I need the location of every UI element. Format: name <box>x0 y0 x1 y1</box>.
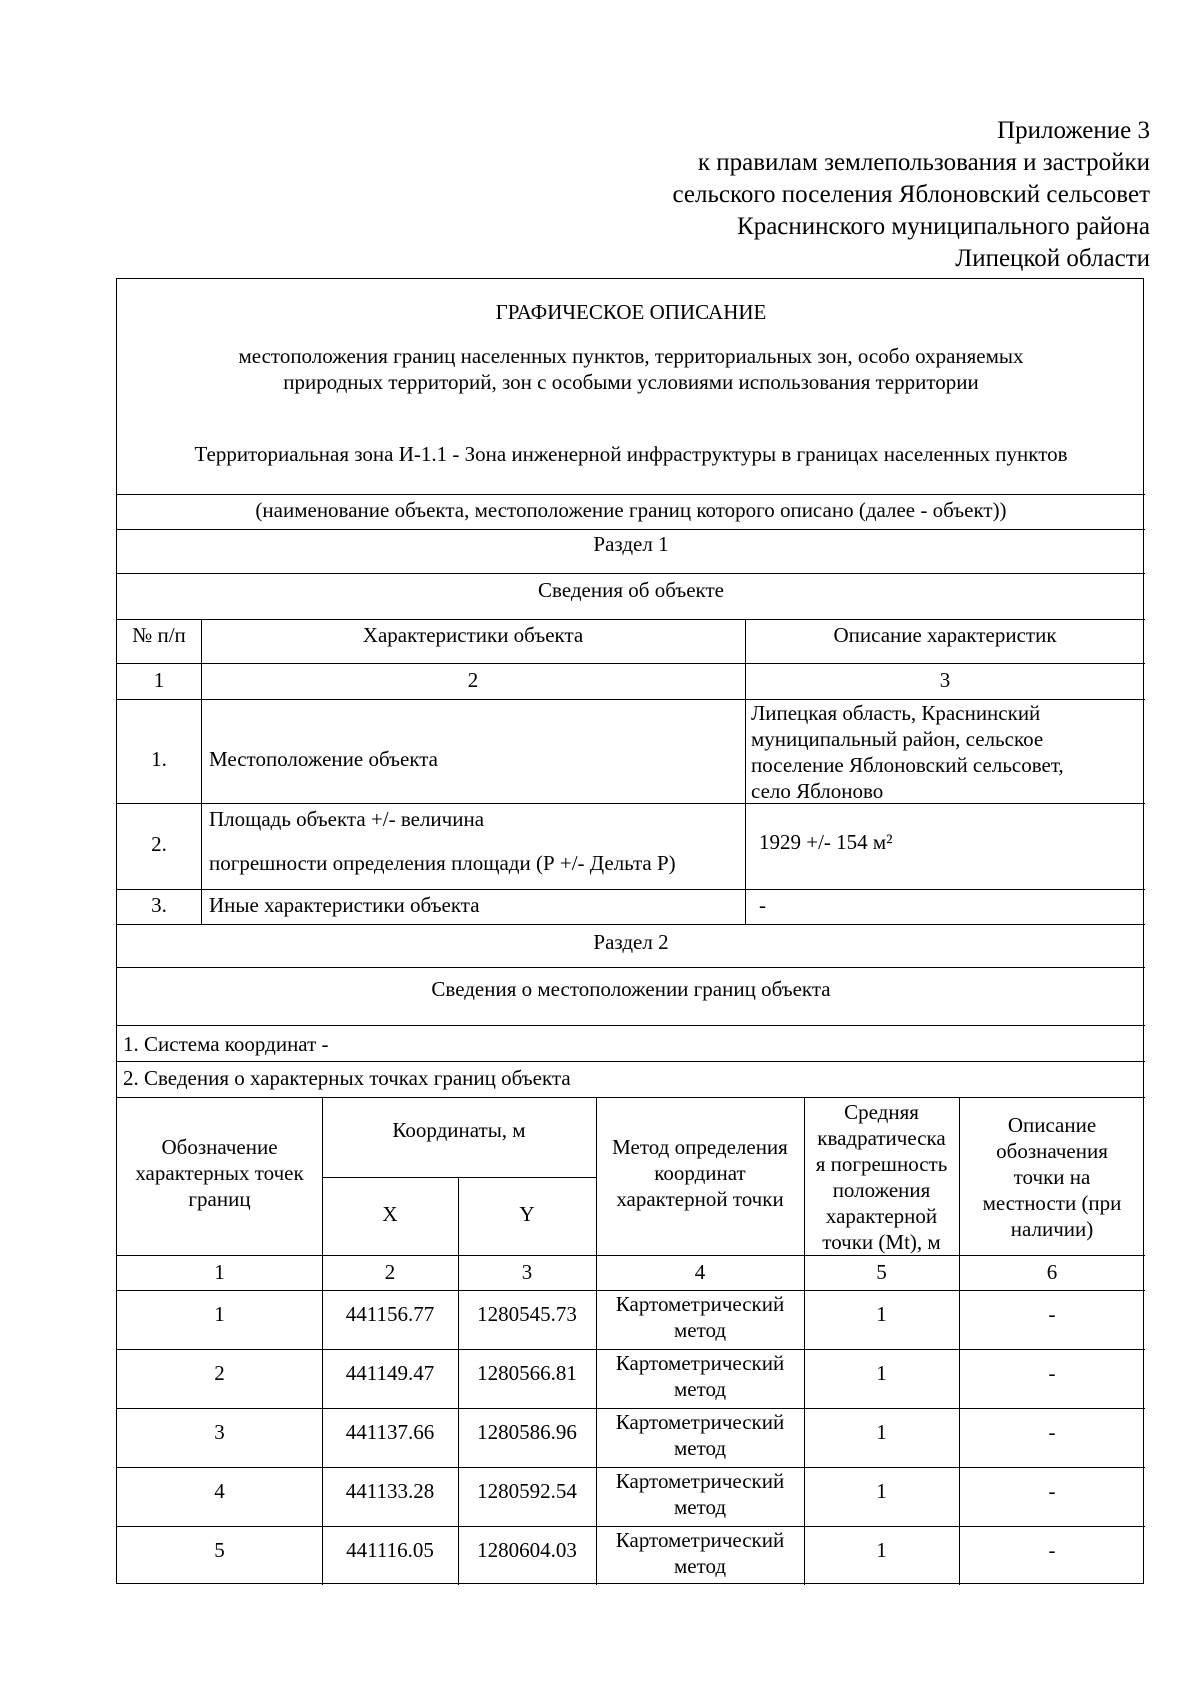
document-subtitle: природных территорий, зон с особыми условиями использования территории <box>283 370 979 394</box>
point-id: 5 <box>214 1538 225 1562</box>
point-method: Картометрический <box>615 1469 785 1493</box>
header-method: координат <box>654 1161 746 1185</box>
divider <box>117 924 1145 925</box>
point-y: 1280545.73 <box>477 1302 577 1326</box>
appendix-line: к правилам землепользования и застройки <box>697 149 1150 176</box>
header-error: положения <box>832 1178 931 1202</box>
column-header-description: Описание характеристик <box>833 623 1057 647</box>
row-number: 1. <box>151 747 167 771</box>
point-y: 1280592.54 <box>477 1479 577 1503</box>
divider <box>117 529 1145 530</box>
divider <box>117 663 1145 664</box>
header-error: характерной <box>825 1204 938 1228</box>
header-description: Описание <box>1007 1113 1097 1137</box>
header-error: точки (Mt), м <box>822 1230 941 1254</box>
column-divider <box>322 1097 323 1585</box>
header-description: местности (при <box>982 1191 1122 1215</box>
divider <box>117 803 1145 804</box>
header-description: точки на <box>1013 1165 1091 1189</box>
object-name: Территориальная зона И-1.1 - Зона инженерной инфраструктуры в границах населенных пунктов <box>194 442 1068 466</box>
column-number: 3 <box>939 668 951 692</box>
row-number: 2. <box>151 832 167 856</box>
document-title: ГРАФИЧЕСКОЕ ОПИСАНИЕ <box>495 300 767 324</box>
point-method: метод <box>673 1377 727 1401</box>
section1-heading: Раздел 1 <box>593 532 669 556</box>
point-method: метод <box>673 1554 727 1578</box>
divider <box>117 1061 1145 1062</box>
column-number: 6 <box>1046 1260 1058 1284</box>
point-x: 441133.28 <box>345 1479 435 1503</box>
header-designation: границ <box>188 1187 251 1211</box>
characteristic-name: Местоположение объекта <box>209 747 439 771</box>
point-x: 441116.05 <box>346 1538 434 1562</box>
divider <box>117 1255 1145 1256</box>
document-subtitle: местоположения границ населенных пунктов, территориальных зон, особо охраняемых <box>238 344 1024 368</box>
characteristic-value: село Яблоново <box>751 779 884 803</box>
point-method: метод <box>673 1436 727 1460</box>
appendix-line: сельского поселения Яблоновский сельсовет <box>672 181 1150 208</box>
column-divider <box>201 619 202 924</box>
point-id: 1 <box>214 1302 225 1326</box>
column-number: 4 <box>694 1260 706 1284</box>
header-description: наличии) <box>1010 1217 1094 1241</box>
divider <box>117 573 1145 574</box>
point-mt: 1 <box>876 1302 887 1326</box>
appendix-number: Приложение 3 <box>997 117 1150 144</box>
row-number: 3. <box>151 893 167 917</box>
column-number: 2 <box>467 668 479 692</box>
header-y: Y <box>519 1202 535 1226</box>
divider <box>117 1097 1145 1098</box>
header-error: Средняя <box>844 1100 919 1124</box>
section1-subheading: Сведения об объекте <box>538 578 724 602</box>
point-y: 1280604.03 <box>477 1538 577 1562</box>
point-mt: 1 <box>876 1420 887 1444</box>
point-description: - <box>1048 1361 1056 1385</box>
divider <box>117 619 1145 620</box>
divider <box>117 889 1145 890</box>
document-frame <box>116 278 1144 1584</box>
header-error: я погрешность <box>815 1152 948 1176</box>
point-description: - <box>1048 1420 1056 1444</box>
column-header-characteristics: Характеристики объекта <box>362 623 584 647</box>
section2-heading: Раздел 2 <box>593 930 669 954</box>
header-designation: характерных точек <box>135 1161 304 1185</box>
characteristic-name: Площадь объекта +/- величина <box>209 807 485 831</box>
point-x: 441137.66 <box>345 1420 435 1444</box>
object-caption: (наименование объекта, местоположение границ которого описано (далее - объект)) <box>255 498 1007 522</box>
header-description: обозначения <box>996 1139 1108 1163</box>
column-number: 5 <box>876 1260 887 1284</box>
characteristic-name: погрешности определения площади (Р +/- Дельта Р) <box>209 851 676 875</box>
point-y: 1280586.96 <box>477 1420 577 1444</box>
point-description: - <box>1048 1479 1056 1503</box>
point-description: - <box>1048 1302 1056 1326</box>
characteristic-name: Иные характеристики объекта <box>209 893 480 917</box>
point-method: метод <box>673 1495 727 1519</box>
appendix-line: Краснинского муниципального района <box>737 213 1150 240</box>
characteristic-value: - <box>759 893 766 917</box>
column-number: 3 <box>521 1260 533 1284</box>
column-number: 2 <box>384 1260 396 1284</box>
appendix-line: Липецкой области <box>955 245 1150 272</box>
point-y: 1280566.81 <box>477 1361 577 1385</box>
point-x: 441156.77 <box>345 1302 435 1326</box>
appendix-header <box>450 115 1150 275</box>
column-number: 1 <box>214 1260 225 1284</box>
header-x: X <box>382 1202 398 1226</box>
divider <box>117 967 1145 968</box>
divider <box>117 1025 1145 1026</box>
point-method: Картометрический <box>615 1292 785 1316</box>
header-error: квадратическа <box>817 1126 946 1150</box>
characteristic-value: муниципальный район, сельское <box>751 727 1044 751</box>
header-method: Метод определения <box>612 1135 788 1159</box>
point-method: метод <box>673 1318 727 1342</box>
characteristic-value: Липецкая область, Краснинский <box>751 701 1041 725</box>
point-method: Картометрический <box>615 1351 785 1375</box>
point-mt: 1 <box>876 1479 887 1503</box>
divider <box>117 494 1145 495</box>
column-number: 1 <box>153 668 165 692</box>
point-id: 2 <box>214 1361 225 1385</box>
point-method: Картометрический <box>615 1410 785 1434</box>
column-header-number: № п/п <box>132 623 186 647</box>
divider <box>322 1177 596 1178</box>
section2-subheading: Сведения о местоположении границ объекта <box>431 977 831 1001</box>
column-divider <box>745 619 746 924</box>
point-id: 3 <box>214 1420 225 1444</box>
point-method: Картометрический <box>615 1528 785 1552</box>
coordinate-system: 1. Система координат - <box>123 1032 329 1056</box>
point-mt: 1 <box>876 1361 887 1385</box>
header-coordinates: Координаты, м <box>392 1118 526 1142</box>
point-id: 4 <box>214 1479 225 1503</box>
point-x: 441149.47 <box>345 1361 435 1385</box>
header-method: характерной точки <box>616 1187 784 1211</box>
points-title: 2. Сведения о характерных точках границ объекта <box>123 1066 571 1090</box>
header-designation: Обозначение <box>161 1135 278 1159</box>
characteristic-value: 1929 +/- 154 м² <box>759 830 893 854</box>
point-description: - <box>1048 1538 1056 1562</box>
point-mt: 1 <box>876 1538 887 1562</box>
characteristic-value: поселение Яблоновский сельсовет, <box>751 753 1064 777</box>
